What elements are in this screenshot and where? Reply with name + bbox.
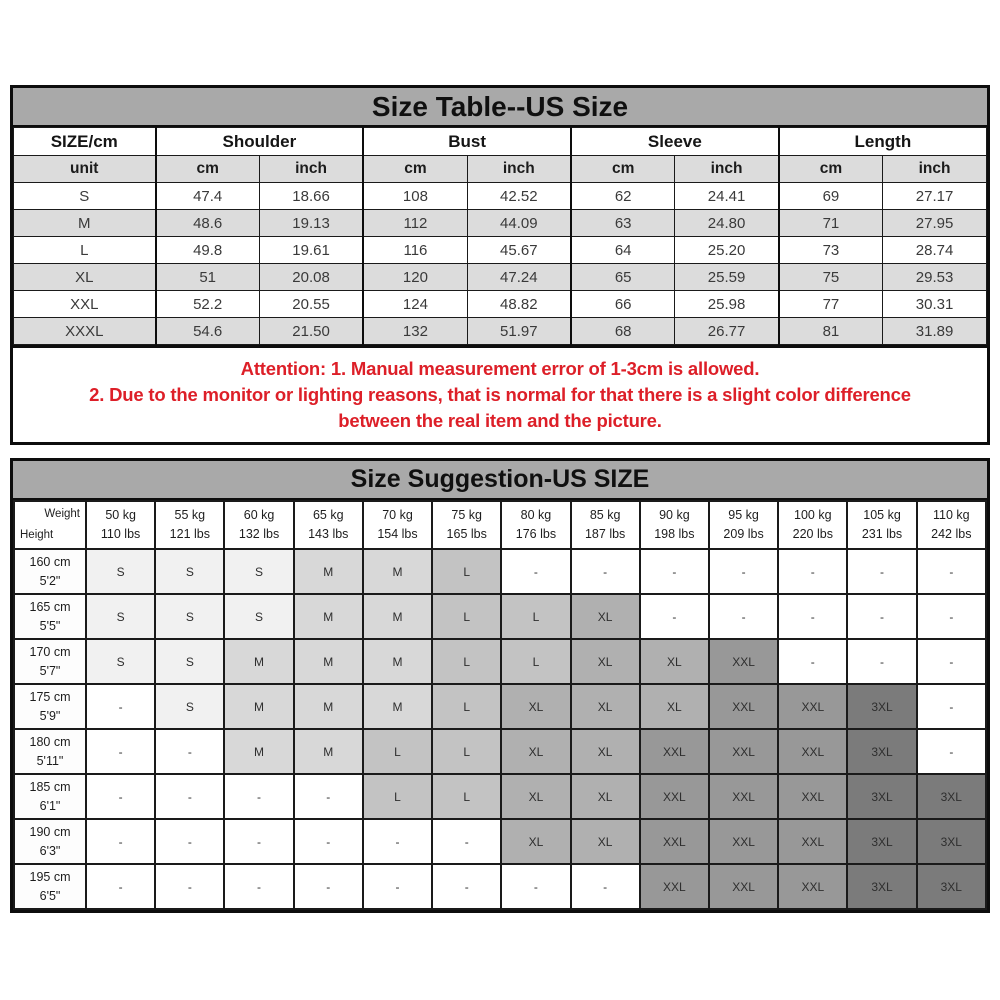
size-row [14, 237, 987, 264]
measurement-cell: 112 [363, 210, 467, 237]
suggestion-cell: XL [571, 594, 640, 639]
weight-lbs: 198 lbs [654, 527, 695, 541]
measurement-cell: 62 [571, 183, 675, 210]
suggestion-cell: XXL [778, 729, 847, 774]
measurement-cell: 30.31 [883, 291, 987, 318]
weight-header-cell [224, 501, 293, 549]
size-label-cell: S [14, 183, 156, 210]
suggestion-cell: XL [501, 729, 570, 774]
measurement-cell: 27.17 [883, 183, 987, 210]
height-ft: 5'7" [39, 663, 61, 678]
group-header-row [14, 128, 987, 156]
weight-header-cell [86, 501, 155, 549]
suggestion-row [14, 729, 986, 774]
weight-kg: 70 kg [382, 508, 413, 523]
group-header-sleeve: Sleeve [571, 128, 779, 156]
measurement-cell: 20.55 [259, 291, 363, 318]
suggestion-cell: S [155, 594, 224, 639]
suggestion-cell: L [501, 639, 570, 684]
measurement-cell: 29.53 [883, 264, 987, 291]
suggestion-cell: - [501, 864, 570, 909]
weight-label: Weight [44, 508, 80, 520]
suggestion-cell: XXL [640, 774, 709, 819]
measurement-cell: 73 [779, 237, 883, 264]
suggestion-row [14, 774, 986, 819]
suggestion-cell: - [778, 549, 847, 594]
size-table [13, 127, 987, 345]
suggestion-cell: - [709, 549, 778, 594]
suggestion-cell: XXL [709, 639, 778, 684]
suggestion-cell: XL [501, 774, 570, 819]
height-cm: 180 cm [29, 734, 71, 749]
measurement-cell: 120 [363, 264, 467, 291]
measurement-cell: 116 [363, 237, 467, 264]
measurement-cell: 132 [363, 318, 467, 345]
height-ft: 5'5" [39, 618, 61, 633]
weight-header-cell [917, 501, 986, 549]
suggestion-row [14, 549, 986, 594]
suggestion-cell: XXL [640, 864, 709, 909]
suggestion-cell: S [86, 549, 155, 594]
suggestion-cell: - [917, 594, 986, 639]
measurement-cell: 124 [363, 291, 467, 318]
weight-header-cell [847, 501, 916, 549]
suggestion-cell: - [155, 729, 224, 774]
weight-lbs: 187 lbs [584, 527, 626, 541]
measurement-cell: 54.6 [156, 318, 260, 345]
suggestion-cell: S [155, 639, 224, 684]
suggestion-cell: XXL [778, 864, 847, 909]
weight-kg: 80 kg [520, 508, 552, 523]
measurement-cell: 47.24 [467, 264, 571, 291]
size-label-cell: XXL [14, 291, 156, 318]
height-header-cell [14, 639, 86, 684]
suggestion-cell: - [86, 864, 155, 909]
measurement-cell: 31.89 [883, 318, 987, 345]
size-label-cell: XXXL [14, 318, 156, 345]
suggestion-cell: - [571, 549, 640, 594]
suggestion-cell: M [224, 639, 293, 684]
measurement-cell: 51.97 [467, 318, 571, 345]
measurement-cell: 45.67 [467, 237, 571, 264]
measurement-cell: 65 [571, 264, 675, 291]
suggestion-cell: - [917, 729, 986, 774]
size-row [14, 291, 987, 318]
weight-lbs: 231 lbs [861, 527, 903, 541]
measurement-cell: 26.77 [675, 318, 779, 345]
suggestion-cell: - [917, 639, 986, 684]
suggestion-cell: L [363, 774, 432, 819]
suggestion-cell: - [294, 864, 363, 909]
suggestion-cell: XL [640, 639, 709, 684]
height-ft: 5'11" [36, 753, 64, 768]
suggestion-cell: - [847, 594, 916, 639]
size-label-cell: XL [14, 264, 156, 291]
height-cm: 175 cm [29, 689, 71, 704]
suggestion-cell: XL [571, 774, 640, 819]
measurement-cell: 52.2 [156, 291, 260, 318]
suggestion-cell: M [363, 594, 432, 639]
suggestion-cell: M [294, 639, 363, 684]
suggestion-cell: L [432, 684, 501, 729]
weight-header-cell [709, 501, 778, 549]
suggestion-cell: - [571, 864, 640, 909]
size-label-cell: M [14, 210, 156, 237]
suggestion-cell: 3XL [847, 864, 916, 909]
size-suggestion-block [10, 458, 990, 913]
height-cm: 190 cm [29, 824, 71, 839]
weight-header-row [14, 501, 986, 549]
suggestion-cell: L [432, 774, 501, 819]
suggestion-cell: XXL [778, 819, 847, 864]
measurement-cell: 81 [779, 318, 883, 345]
suggestion-row [14, 864, 986, 909]
attention-line-2: 2. Due to the monitor or lighting reasons, that is normal for that there is a slight color difference [89, 384, 911, 405]
suggestion-cell: M [224, 729, 293, 774]
measurement-cell: 49.8 [156, 237, 260, 264]
suggestion-cell: - [155, 774, 224, 819]
suggestion-cell: - [224, 819, 293, 864]
measurement-cell: 68 [571, 318, 675, 345]
suggestion-row [14, 819, 986, 864]
height-ft: 6'1" [39, 798, 61, 813]
weight-header-cell [571, 501, 640, 549]
suggestion-row [14, 684, 986, 729]
suggestion-cell: - [778, 594, 847, 639]
suggestion-cell: - [155, 864, 224, 909]
suggestion-cell: 3XL [847, 819, 916, 864]
unit-header: inch [675, 156, 779, 183]
group-header-length: Length [779, 128, 987, 156]
suggestion-cell: M [363, 549, 432, 594]
height-header-cell [14, 594, 86, 639]
weight-kg: 75 kg [451, 508, 482, 523]
height-ft: 6'5" [39, 888, 61, 903]
suggestion-cell: - [847, 549, 916, 594]
weight-lbs: 242 lbs [931, 527, 972, 541]
weight-kg: 85 kg [589, 508, 621, 523]
size-row [14, 318, 987, 345]
suggestion-cell: XL [501, 819, 570, 864]
suggestion-cell: - [86, 819, 155, 864]
unit-header: inch [883, 156, 987, 183]
suggestion-cell: - [294, 819, 363, 864]
height-header-cell [14, 684, 86, 729]
measurement-cell: 24.41 [675, 183, 779, 210]
measurement-cell: 28.74 [883, 237, 987, 264]
height-ft: 5'9" [39, 708, 61, 723]
measurement-cell: 21.50 [259, 318, 363, 345]
weight-kg: 50 kg [105, 508, 136, 523]
weight-lbs: 143 lbs [308, 527, 349, 541]
weight-header-cell [294, 501, 363, 549]
unit-header: inch [259, 156, 363, 183]
height-ft: 5'2" [39, 573, 61, 588]
suggestion-cell: - [501, 549, 570, 594]
suggestion-cell: S [224, 549, 293, 594]
suggestion-cell: L [432, 594, 501, 639]
weight-kg: 55 kg [174, 508, 206, 523]
measurement-cell: 25.59 [675, 264, 779, 291]
height-header-cell [14, 774, 86, 819]
unit-header: cm [779, 156, 883, 183]
suggestion-cell: - [917, 684, 986, 729]
height-cm: 165 cm [29, 599, 71, 614]
measurement-cell: 18.66 [259, 183, 363, 210]
suggestion-cell: M [224, 684, 293, 729]
suggestion-cell: - [640, 594, 709, 639]
weight-kg: 105 kg [863, 508, 901, 523]
suggestion-cell: - [847, 639, 916, 684]
weight-height-corner [14, 501, 86, 549]
suggestion-cell: XXL [709, 774, 778, 819]
suggestion-cell: XL [571, 819, 640, 864]
weight-lbs: 110 lbs [100, 527, 141, 541]
weight-lbs: 154 lbs [377, 527, 418, 541]
weight-header-cell [640, 501, 709, 549]
suggestion-cell: M [294, 729, 363, 774]
weight-header-cell [778, 501, 847, 549]
measurement-cell: 19.61 [259, 237, 363, 264]
attention-note [13, 345, 987, 442]
measurement-cell: 47.4 [156, 183, 260, 210]
measurement-cell: 66 [571, 291, 675, 318]
measurement-cell: 77 [779, 291, 883, 318]
suggestion-cell: - [432, 819, 501, 864]
attention-line-1: Attention: 1. Manual measurement error of 1-3cm is allowed. [240, 358, 760, 379]
suggestion-cell: M [294, 549, 363, 594]
suggestion-cell: - [363, 819, 432, 864]
weight-kg: 65 kg [312, 508, 344, 523]
weight-header-cell [432, 501, 501, 549]
suggestion-cell: - [917, 549, 986, 594]
size-row [14, 264, 987, 291]
weight-lbs: 121 lbs [169, 527, 210, 541]
height-ft: 6'3" [39, 843, 61, 858]
suggestion-cell: M [363, 684, 432, 729]
suggestion-cell: 3XL [917, 864, 986, 909]
measurement-cell: 20.08 [259, 264, 363, 291]
suggestion-cell: 3XL [847, 684, 916, 729]
suggestion-cell: L [432, 639, 501, 684]
suggestion-cell: - [640, 549, 709, 594]
weight-header-cell [363, 501, 432, 549]
suggestion-cell: M [363, 639, 432, 684]
weight-kg: 60 kg [243, 508, 275, 523]
measurement-cell: 48.82 [467, 291, 571, 318]
height-cm: 185 cm [29, 779, 71, 794]
measurement-cell: 75 [779, 264, 883, 291]
weight-header-cell [155, 501, 224, 549]
suggestion-row [14, 594, 986, 639]
unit-header: cm [156, 156, 260, 183]
measurement-cell: 63 [571, 210, 675, 237]
suggestion-cell: M [294, 684, 363, 729]
attention-line-3: between the real item and the picture. [338, 410, 662, 431]
suggestion-cell: 3XL [917, 774, 986, 819]
suggestion-cell: XL [571, 639, 640, 684]
suggestion-cell: S [155, 549, 224, 594]
suggestion-cell: S [86, 639, 155, 684]
suggestion-cell: - [155, 819, 224, 864]
suggestion-cell: XXL [709, 729, 778, 774]
suggestion-cell: L [363, 729, 432, 774]
measurement-cell: 51 [156, 264, 260, 291]
suggestion-cell: XXL [640, 819, 709, 864]
measurement-cell: 71 [779, 210, 883, 237]
size-row [14, 210, 987, 237]
suggestion-cell: XXL [709, 864, 778, 909]
weight-lbs: 165 lbs [446, 527, 487, 541]
group-header-bust: Bust [363, 128, 571, 156]
unit-header: cm [571, 156, 675, 183]
measurement-cell: 19.13 [259, 210, 363, 237]
size-row [14, 183, 987, 210]
size-table-block [10, 85, 990, 445]
measurement-cell: 25.20 [675, 237, 779, 264]
measurement-cell: 69 [779, 183, 883, 210]
measurement-cell: 27.95 [883, 210, 987, 237]
height-cm: 170 cm [29, 644, 71, 659]
suggestion-cell: XXL [778, 774, 847, 819]
suggestion-cell: - [294, 774, 363, 819]
weight-lbs: 209 lbs [723, 527, 764, 541]
measurement-cell: 24.80 [675, 210, 779, 237]
measurement-cell: 25.98 [675, 291, 779, 318]
suggestion-row [14, 639, 986, 684]
weight-kg: 110 kg [933, 508, 970, 523]
suggestion-cell: XXL [709, 819, 778, 864]
suggestion-cell: XL [571, 684, 640, 729]
unit-header: inch [467, 156, 571, 183]
weight-kg: 90 kg [659, 508, 690, 523]
measurement-cell: 42.52 [467, 183, 571, 210]
height-header-cell [14, 549, 86, 594]
weight-lbs: 220 lbs [792, 527, 833, 541]
suggestion-cell: 3XL [847, 774, 916, 819]
suggestion-cell: S [224, 594, 293, 639]
height-label: Height [20, 528, 54, 541]
suggestion-cell: - [363, 864, 432, 909]
measurement-cell: 108 [363, 183, 467, 210]
suggestion-cell: L [501, 594, 570, 639]
corner-label: SIZE/cm [14, 128, 156, 156]
size-suggestion-title: Size Suggestion-US SIZE [13, 461, 987, 500]
suggestion-cell: S [155, 684, 224, 729]
size-label-cell: L [14, 237, 156, 264]
suggestion-cell: - [86, 684, 155, 729]
unit-header: cm [363, 156, 467, 183]
measurement-cell: 64 [571, 237, 675, 264]
suggestion-cell: M [294, 594, 363, 639]
suggestion-cell: - [432, 864, 501, 909]
suggestion-cell: XXL [778, 684, 847, 729]
suggestion-cell: 3XL [847, 729, 916, 774]
unit-label: unit [14, 156, 156, 183]
size-table-title: Size Table--US Size [13, 88, 987, 127]
suggestion-cell: - [86, 774, 155, 819]
weight-kg: 100 kg [794, 508, 832, 523]
weight-lbs: 176 lbs [515, 527, 557, 541]
size-suggestion-table [13, 500, 987, 910]
suggestion-cell: - [709, 594, 778, 639]
suggestion-cell: XL [640, 684, 709, 729]
measurement-cell: 44.09 [467, 210, 571, 237]
suggestion-cell: - [224, 864, 293, 909]
height-header-cell [14, 729, 86, 774]
height-header-cell [14, 864, 86, 909]
unit-header-row [14, 156, 987, 183]
height-cm: 160 cm [29, 554, 71, 569]
suggestion-cell: - [86, 729, 155, 774]
weight-lbs: 132 lbs [238, 527, 280, 541]
suggestion-cell: L [432, 729, 501, 774]
measurement-cell: 48.6 [156, 210, 260, 237]
size-table-body [14, 183, 987, 345]
suggestion-cell: L [432, 549, 501, 594]
suggestion-cell: XXL [640, 729, 709, 774]
height-cm: 195 cm [29, 869, 71, 884]
height-header-cell [14, 819, 86, 864]
suggestion-cell: XL [571, 729, 640, 774]
suggestion-cell: - [224, 774, 293, 819]
suggestion-cell: XL [501, 684, 570, 729]
group-header-shoulder: Shoulder [156, 128, 364, 156]
suggestion-cell: XXL [709, 684, 778, 729]
weight-header-cell [501, 501, 570, 549]
suggestion-cell: S [86, 594, 155, 639]
suggestion-cell: 3XL [917, 819, 986, 864]
weight-kg: 95 kg [728, 508, 759, 523]
suggestion-cell: - [778, 639, 847, 684]
